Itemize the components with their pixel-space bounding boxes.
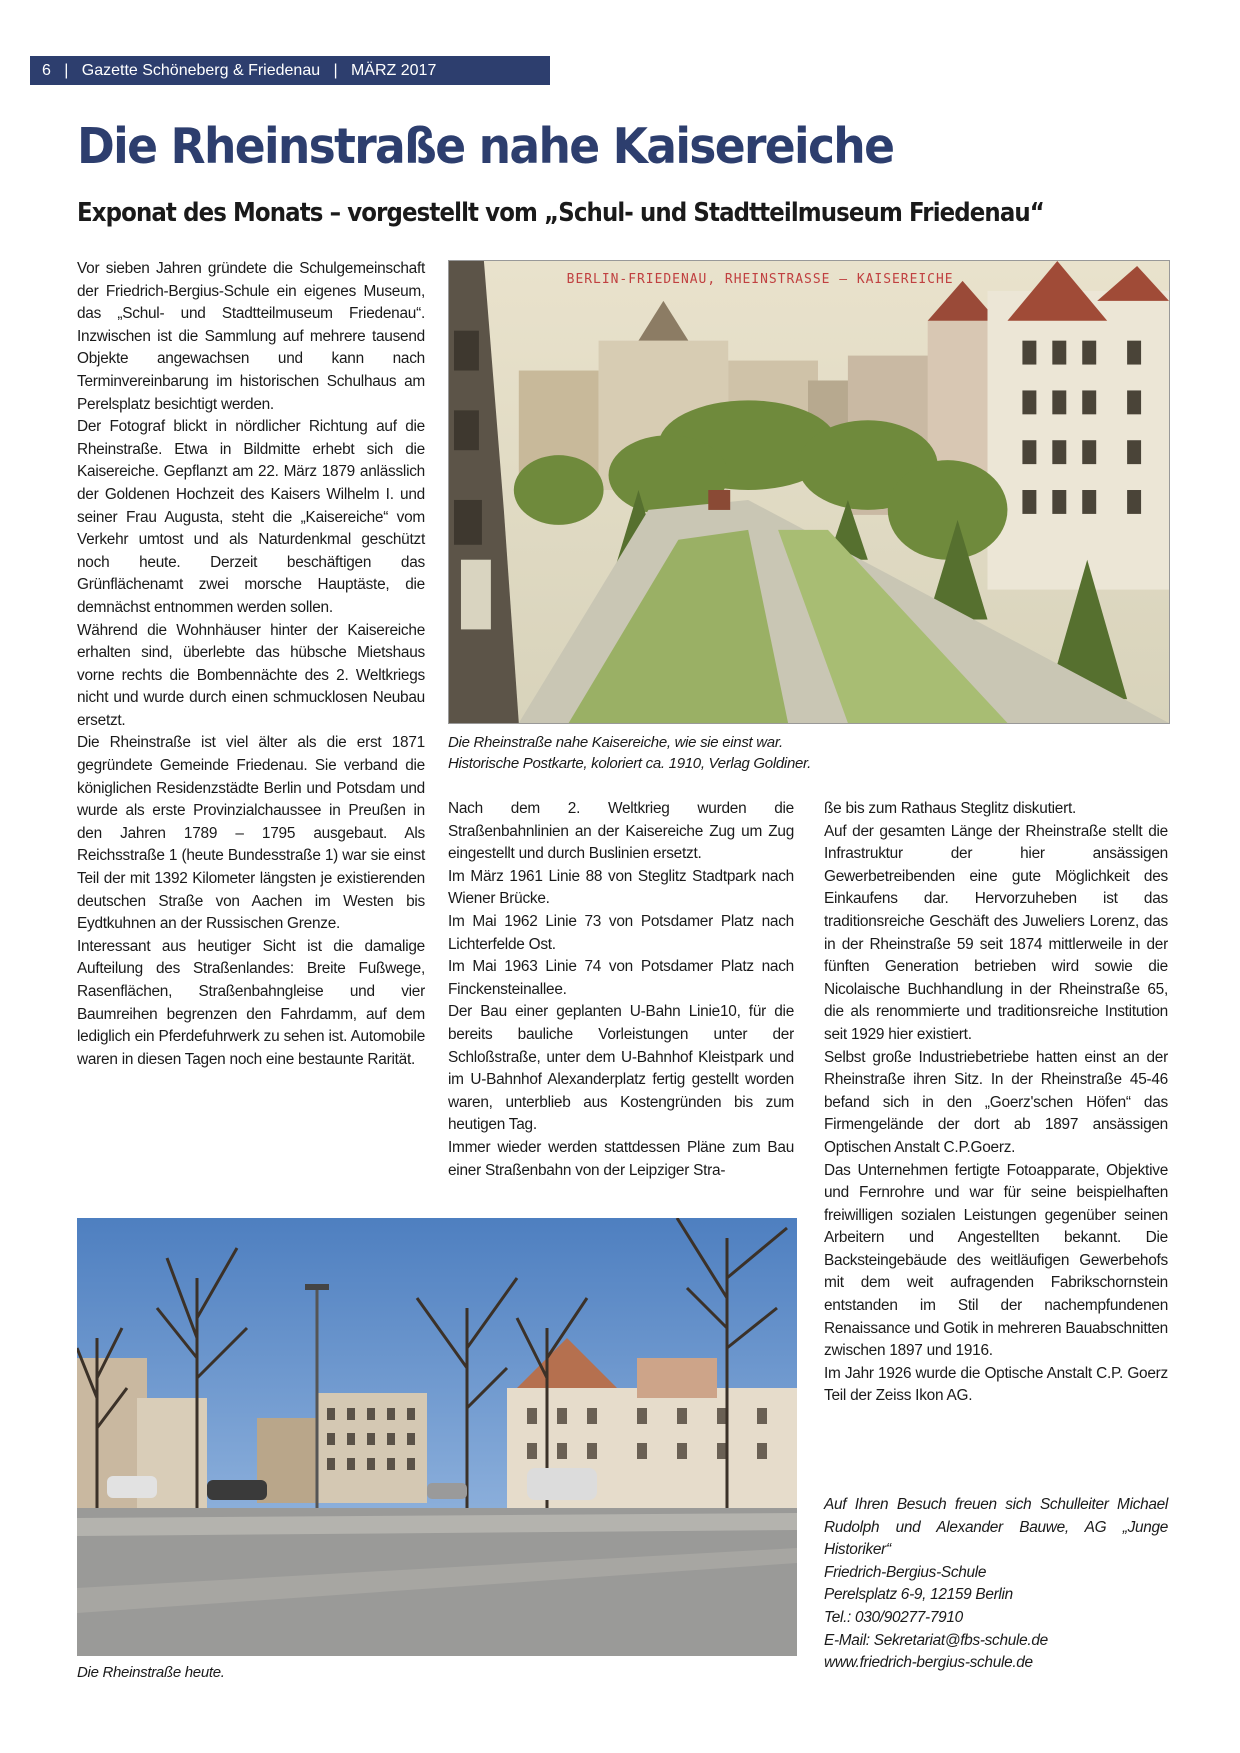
header-separator-2: |	[333, 62, 338, 79]
publication-name: Gazette Schöneberg & Friedenau	[81, 62, 321, 79]
paragraph: Der Fotograf blickt in nördlicher Richtung auf die Rheinstraße. Etwa in Bildmitte erhebt sich die Kaisereiche. Gepflanzt am 22. März 1879 anlässlich der Goldenen Hochzeit des Kaisers Wilhelm I. und seiner Frau Augusta, steht die „Kaisereiche“ vom Verkehr umtost und als Naturdenkmal geschützt noch heute. Derzeit beschäftigen das Grünflächenamt zwei morsche Hauptäste, die demnächst entnommen werden sollen.	[77, 418, 425, 616]
postcard-title: BERLIN-FRIEDENAU, RHEINSTRASSE — KAISEREICHE	[566, 271, 954, 287]
paragraph: ße bis zum Rathaus Steglitz diskutiert.	[824, 800, 1076, 817]
text-column-2	[448, 798, 794, 1182]
header-separator	[55, 62, 64, 79]
paragraph: Im Mai 1962 Linie 73 von Potsdamer Platz nach Lichterfelde Ost.	[448, 912, 794, 953]
historic-postcard-image	[448, 260, 1170, 724]
contact-website: www.friedrich-bergius-schule.de	[824, 1654, 1033, 1672]
text-column-1	[77, 258, 425, 1071]
paragraph: Immer wieder werden stattdessen Pläne zum Bau einer Straßenbahn von der Leipziger Stra-	[448, 1138, 794, 1179]
running-header	[30, 56, 550, 85]
paragraph: Vor sieben Jahren gründete die Schulgemeinschaft der Friedrich-Bergius-Schule ein eigenes Museum, das „Schul- und Stadtteilmuseum Friedenau“. Inzwischen ist die Sammlung auf mehrere tausend Objekte angewachsen und kann nach Terminvereinbarung im historischen Schulhaus am Perelsplatz besichtigt werden.	[77, 260, 425, 413]
historic-caption	[448, 732, 1168, 774]
street-today-photo	[77, 1218, 797, 1656]
paragraph: Das Unternehmen fertigte Fotoapparate, Objektive und Fernrohre und war für seine beispielhaften freiwilligen sozialen Leistungen gegenüber seinen Arbeitern und Angestellten bekannt. Die Backsteingebäude des weitläufigen Gewerbehofs mit dem weit aufragenden Fabrikschornstein entstanden im Stil der nachempfundenen Renaissance und Gotik in mehreren Bauabschnitten zwischen 1897 und 1916.	[824, 1161, 1168, 1360]
paragraph: Im Jahr 1926 wurde die Optische Anstalt C.P. Goerz Teil der Zeiss Ikon AG.	[824, 1364, 1168, 1405]
contact-email: E-Mail: Sekretariat@fbs-schule.de	[824, 1631, 1048, 1649]
text-column-3	[824, 798, 1168, 1408]
contact-intro: Auf Ihren Besuch freuen sich Schulleiter Michael Rudolph und Alexander Bauwe, AG „Junge Historiker“	[824, 1496, 1168, 1559]
page-number: 6	[42, 62, 51, 79]
contact-block	[824, 1494, 1168, 1675]
contact-phone: Tel.: 030/90277-7910	[824, 1608, 963, 1626]
caption-line: Historische Postkarte, koloriert ca. 1910, Verlag Goldiner.	[448, 755, 812, 772]
paragraph: Der Bau einer geplanten U-Bahn Linie10, für die bereits bauliche Vorleistungen unter der Schloßstraße, unter dem U-Bahnhof Kleistpark und im U-Bahnhof Alexanderplatz fertig gestellt worden waren, unterblieb aus Kostengründen bis zum heutigen Tag.	[448, 1003, 794, 1134]
article-subtitle: Exponat des Monats – vorgestellt vom „Schul- und Stadtteilmuseum Friedenau“	[77, 198, 1044, 228]
header-separator-1: |	[64, 62, 69, 79]
contact-address: Perelsplatz 6-9, 12159 Berlin	[824, 1586, 1013, 1604]
issue-date: MÄRZ 2017	[350, 62, 437, 79]
paragraph: Nach dem 2. Weltkrieg wurden die Straßenbahnlinien an der Kaisereiche Zug um Zug eingestellt und durch Buslinien ersetzt.	[448, 800, 794, 863]
paragraph: Die Rheinstraße ist viel älter als die erst 1871 gegründete Gemeinde Friedenau. Sie verband die königlichen Residenzstädte Berlin und Potsdam und wurde als erste Provinzialchaussee in Preußen in den Jahren 1789 – 1795 ausgebaut. Als Reichsstraße 1 (heute Bundesstraße 1) war sie einst Teil der mit 1392 Kilometer längsten je existierenden deutschen Straße von Aachen im Westen bis Eydtkuhnen an der Russischen Grenze.	[77, 734, 425, 933]
paragraph: Im März 1961 Linie 88 von Steglitz Stadtpark nach Wiener Brücke.	[448, 867, 794, 908]
paragraph: Im Mai 1963 Linie 74 von Potsdamer Platz nach Finckensteinallee.	[448, 958, 794, 998]
today-caption: Die Rheinstraße heute.	[77, 1664, 225, 1681]
caption-line: Die Rheinstraße nahe Kaisereiche, wie sie einst war.	[448, 734, 783, 751]
contact-school: Friedrich-Bergius-Schule	[824, 1563, 987, 1581]
paragraph: Auf der gesamten Länge der Rheinstraße stellt die Infrastruktur der hier ansässigen Gewerbetreibenden eine gute Möglichkeit des Einkaufens dar. Hervorzuheben ist das traditionsreiche Geschäft des Juweliers Lorenz, das in der Rheinstraße 59 seit 1874 mittlerweile in der fünften Generation betrieben wird sowie die Nicolaische Buchhandlung in der Rheinstraße 65, die als renommierte und traditionsreiche Institution seit 1929 hier existiert.	[824, 822, 1168, 1043]
paragraph: Interessant aus heutiger Sicht ist die damalige Aufteilung des Straßenlandes: Breite Fußwege, Rasenflächen, Straßenbahngleise und vier Baumreihen begrenzen den Fahrdamm, auf dem lediglich ein Pferdefuhrwerk zu sehen ist. Automobile waren in diesen Tagen noch eine bestaunte Rarität.	[77, 937, 425, 1068]
paragraph: Selbst große Industriebetriebe hatten einst an der Rheinstraße ihren Sitz. In der Rheinstraße 45-46 befand sich in den „Goerz'schen Höfen“ das Firmengelände der dort ab 1897 ansässigen Optischen Anstalt C.P.Goerz.	[824, 1048, 1168, 1156]
article-title: Die Rheinstraße nahe Kaisereiche	[77, 118, 894, 175]
paragraph: Während die Wohnhäuser hinter der Kaisereiche erhalten sind, überlebte das hübsche Mietshaus vorne rechts die Bombennächte des 2. Weltkriegs nicht und wurde durch einen schmucklosen Neubau ersetzt.	[77, 621, 425, 729]
